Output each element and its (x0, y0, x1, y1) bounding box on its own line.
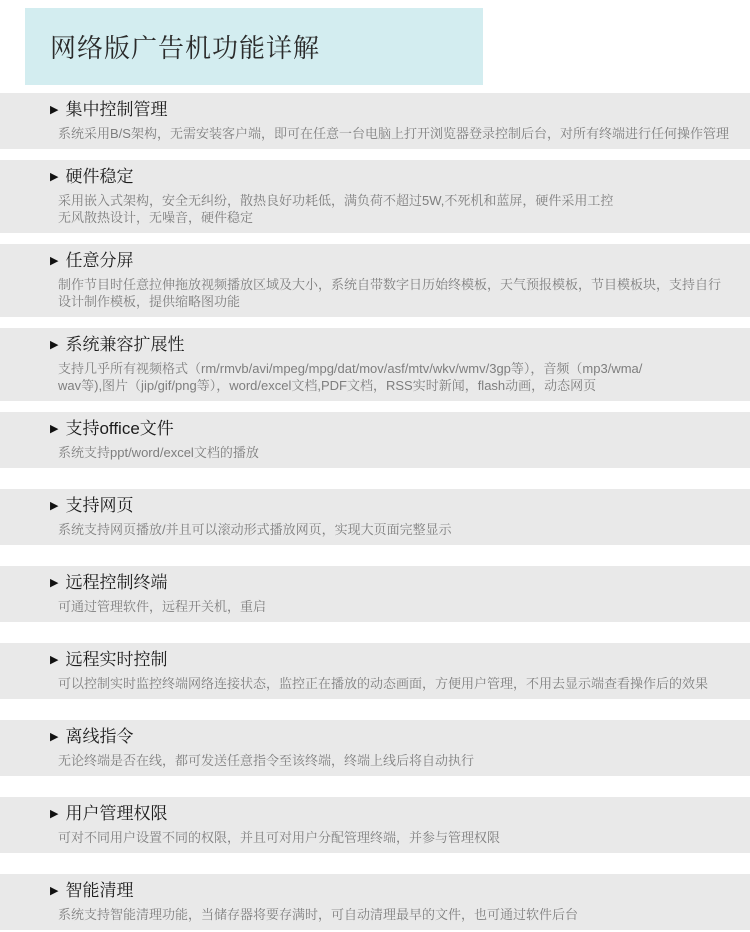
section-title: 系统兼容扩展性 (65, 335, 185, 354)
section-body-line: 无论终端是否在线，都可发送任意指令至该终端，终端上线后将自动执行 (58, 753, 475, 768)
section-title-row (0, 250, 742, 274)
feature-section (0, 160, 750, 233)
section-title: 集中控制管理 (65, 100, 168, 119)
section-body (0, 906, 742, 923)
section-body (0, 444, 742, 461)
section-body (0, 521, 742, 538)
section-body-line: 系统支持ppt/word/excel文档的播放 (58, 445, 259, 460)
section-body-line: 可通过管理软件，远程开关机，重启 (58, 599, 267, 614)
section-title: 智能清理 (65, 881, 134, 900)
section-body-line: 系统支持网页播放/并且可以滚动形式播放网页，实现大页面完整显示 (58, 522, 452, 537)
section-title-row (0, 418, 742, 442)
feature-section (0, 489, 750, 545)
feature-section (0, 328, 750, 401)
section-body-line: wav等),图片（jip/gif/png等），word/excel文档,PDF文档，RSS实时新闻，flash动画，动态网页 (58, 378, 597, 393)
section-body-line: 系统采用B/S架构，无需安装客户端，即可在任意一台电脑上打开浏览器登录控制后台，对所有终端进行任何操作管理 (58, 126, 729, 141)
triangle-bullet-icon: ▶ (50, 423, 59, 435)
feature-section (0, 720, 750, 776)
section-title: 远程实时控制 (65, 650, 168, 669)
triangle-bullet-icon: ▶ (50, 885, 59, 897)
triangle-bullet-icon: ▶ (50, 731, 59, 743)
section-body-line: 可对不同用户设置不同的权限，并且可对用户分配管理终端，并参与管理权限 (58, 830, 501, 845)
triangle-bullet-icon: ▶ (50, 808, 59, 820)
triangle-bullet-icon: ▶ (50, 577, 59, 589)
section-body (0, 125, 742, 142)
section-body (0, 192, 742, 226)
section-title-row (0, 99, 742, 123)
section-body-line: 系统支持智能清理功能，当储存器将要存满时，可自动清理最早的文件，也可通过软件后台 (58, 907, 579, 922)
section-body-line: 采用嵌入式架构，安全无纠纷，散热良好功耗低，满负荷不超过5W,不死机和蓝屏，硬件采用工控 (58, 193, 614, 208)
section-title-row (0, 166, 742, 190)
triangle-bullet-icon: ▶ (50, 255, 59, 267)
section-title-row (0, 495, 742, 519)
feature-section (0, 244, 750, 317)
feature-sections (0, 93, 750, 930)
section-title-row (0, 572, 742, 596)
section-body (0, 829, 742, 846)
section-body-line: 无风散热设计，无噪音，硬件稳定 (58, 210, 254, 225)
section-body-line: 支持几乎所有视频格式（rm/rmvb/avi/mpeg/mpg/dat/mov/asf/mtv/wkv/wmv/3gp等），音频（mp3/wma/ (58, 361, 643, 376)
triangle-bullet-icon: ▶ (50, 339, 59, 351)
section-title: 支持office文件 (65, 419, 174, 438)
section-title: 用户管理权限 (65, 804, 168, 823)
section-body (0, 598, 742, 615)
section-title-row (0, 334, 742, 358)
section-body (0, 752, 742, 769)
triangle-bullet-icon: ▶ (50, 654, 59, 666)
feature-section (0, 412, 750, 468)
section-body (0, 675, 742, 692)
section-title-row (0, 880, 742, 904)
section-title-row (0, 803, 742, 827)
section-body (0, 360, 742, 394)
page-header (25, 8, 483, 85)
triangle-bullet-icon: ▶ (50, 171, 59, 183)
section-title: 离线指令 (65, 727, 134, 746)
section-title: 硬件稳定 (65, 167, 134, 186)
section-title: 支持网页 (65, 496, 134, 515)
page-title: 网络版广告机功能详解 (50, 33, 321, 63)
feature-section (0, 797, 750, 853)
feature-section (0, 874, 750, 930)
section-title: 远程控制终端 (65, 573, 168, 592)
triangle-bullet-icon: ▶ (50, 500, 59, 512)
section-body-line: 设计制作模板，提供缩略图功能 (58, 294, 241, 309)
triangle-bullet-icon: ▶ (50, 104, 59, 116)
section-body-line: 制作节目时任意拉伸拖放视频播放区域及大小，系统自带数字日历始终模板，天气预报模板，节目模板块，支持自行 (58, 277, 722, 292)
section-body (0, 276, 742, 310)
section-title-row (0, 649, 742, 673)
feature-section (0, 566, 750, 622)
section-body-line: 可以控制实时监控终端网络连接状态，监控正在播放的动态画面，方便用户管理，不用去显示端查看操作后的效果 (58, 676, 709, 691)
section-title: 任意分屏 (65, 251, 134, 270)
section-title-row (0, 726, 742, 750)
feature-section (0, 93, 750, 149)
feature-section (0, 643, 750, 699)
